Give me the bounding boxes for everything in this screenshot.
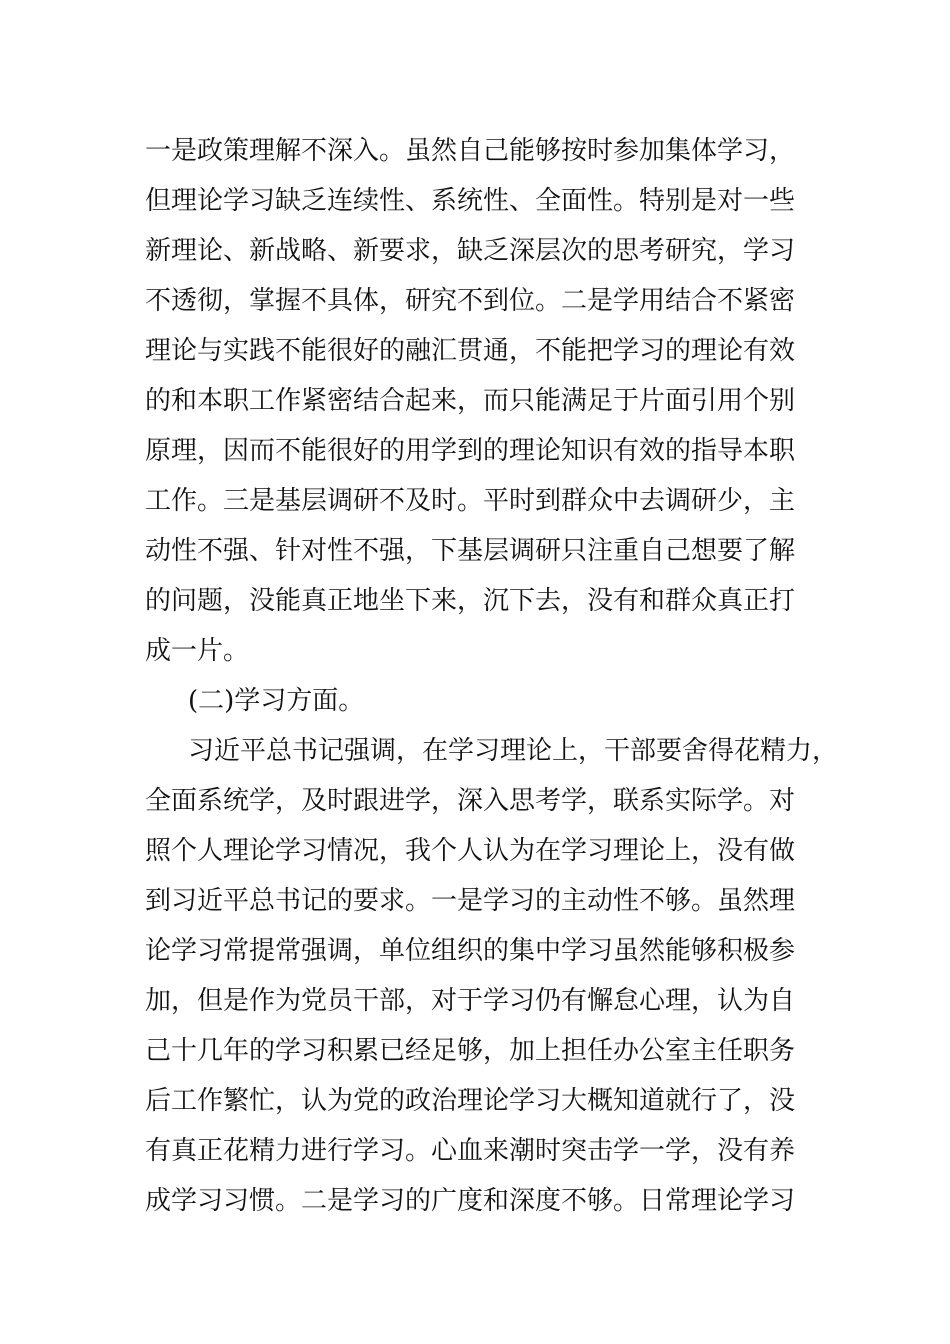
line-text: 加，但是作为党员干部，对于学习仍有懈怠心理，认为自 (145, 986, 796, 1016)
line-text: 原理，因而不能很好的用学到的理论知识有效的指导本职 (145, 436, 796, 466)
text-line (0, 576, 950, 626)
text-line (0, 226, 950, 276)
line-text: 一是政策理解不深入。虽然自己能够按时参加集体学习， (145, 136, 796, 166)
text-line (0, 1176, 950, 1226)
line-text: 全面系统学，及时跟进学，深入思考学，联系实际学。对 (145, 786, 796, 816)
line-text: 照个人理论学习情况，我个人认为在学习理论上，没有做 (145, 836, 796, 866)
line-text: 理论与实践不能很好的融汇贯通，不能把学习的理论有效 (145, 336, 796, 366)
line-text: 但理论学习缺乏连续性、系统性、全面性。特别是对一些 (145, 186, 796, 216)
text-line (0, 426, 950, 476)
text-line (0, 526, 950, 576)
text-line (0, 276, 950, 326)
line-text: 论学习常提常强调，单位组织的集中学习虽然能够积极参 (145, 936, 796, 966)
text-line (0, 1026, 950, 1076)
line-text: 有真正花精力进行学习。心血来潮时突击学一学，没有养 (145, 1136, 796, 1166)
line-text: 到习近平总书记的要求。一是学习的主动性不够。虽然理 (145, 886, 796, 916)
line-text: 成一片。 (145, 636, 250, 666)
text-line (0, 776, 950, 826)
line-text: 己十几年的学习积累已经足够，加上担任办公室主任职务 (145, 1036, 796, 1066)
text-line (0, 126, 950, 176)
line-text: 的问题，没能真正地坐下来，沉下去，没有和群众真正打 (145, 586, 796, 616)
line-text: 工作。三是基层调研不及时。平时到群众中去调研少，主 (145, 486, 796, 516)
text-line (0, 1126, 950, 1176)
text-line (0, 826, 950, 876)
text-line (0, 376, 950, 426)
text-line (0, 876, 950, 926)
text-line (0, 176, 950, 226)
text-line (0, 726, 950, 776)
line-text: 新理论、新战略、新要求，缺乏深层次的思考研究，学习 (145, 236, 796, 266)
text-line (0, 476, 950, 526)
text-line (0, 1076, 950, 1126)
section-heading-text: (二)学习方面。 (188, 686, 365, 716)
line-text: 成学习习惯。二是学习的广度和深度不够。日常理论学习 (145, 1186, 796, 1216)
text-line (0, 926, 950, 976)
line-text: 习近平总书记强调，在学习理论上，干部要舍得花精力， (188, 736, 839, 766)
line-text: 动性不强、针对性不强，下基层调研只注重自己想要了解 (145, 536, 796, 566)
section-heading (0, 676, 950, 726)
text-line (0, 626, 950, 676)
text-line (0, 326, 950, 376)
text-line (0, 976, 950, 1026)
line-text: 的和本职工作紧密结合起来，而只能满足于片面引用个别 (145, 386, 796, 416)
line-text: 后工作繁忙，认为党的政治理论学习大概知道就行了，没 (145, 1086, 796, 1116)
line-text: 不透彻，掌握不具体，研究不到位。二是学用结合不紧密 (145, 286, 796, 316)
